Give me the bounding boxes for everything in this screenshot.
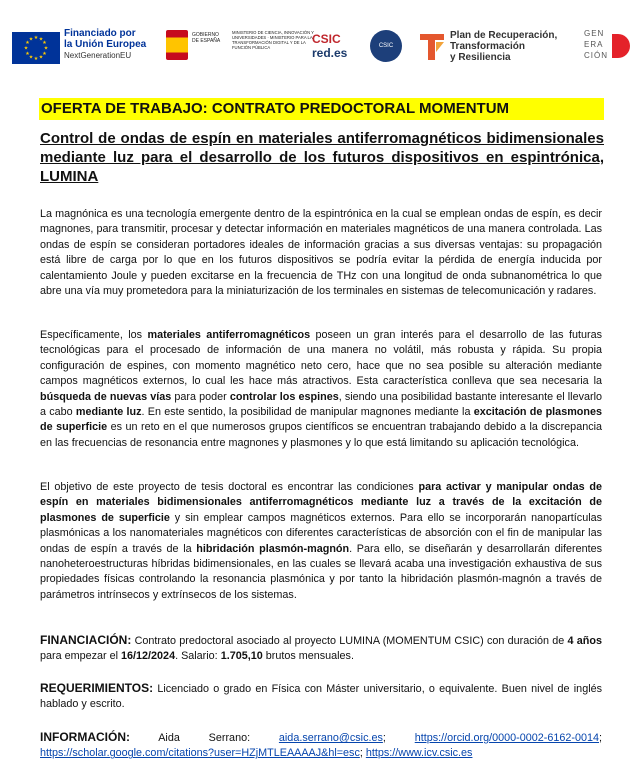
bold-text: búsqueda de nuevas vías	[40, 390, 172, 403]
gen-line3: CIÓN	[584, 51, 608, 60]
paragraph-requerimientos	[40, 681, 602, 713]
text: Contrato predoctoral asociado al proyecto LUMINA (MOMENTUM CSIC) con duración de	[131, 635, 568, 647]
svg-text:★: ★	[25, 40, 30, 46]
generacion-d-icon	[612, 34, 630, 58]
paragraph-objetivo	[40, 480, 602, 603]
header-logos	[12, 28, 632, 72]
gob-line1: GOBIERNO DE ESPAÑA	[192, 32, 221, 44]
text: , siendo una posibilidad bastante interesante el llevarlo a cabo	[40, 390, 602, 419]
paragraph-informacion	[40, 730, 602, 762]
text: brutos mensuales.	[262, 650, 354, 663]
eu-funding-text	[64, 28, 146, 61]
svg-text:★: ★	[28, 36, 34, 43]
svg-text:★: ★	[33, 35, 39, 41]
project-subtitle: Control de ondas de espín en materiales antiferromagnéticos bidimensionales mediante luz para el desarrollo de los futuros dispositivos en espintrónica, LUMINA	[40, 130, 604, 185]
svg-text:★: ★	[38, 54, 44, 61]
salary-value: 1.705,10	[220, 650, 263, 663]
paragraph-financiacion	[40, 633, 602, 665]
eu-flag-logo	[12, 32, 60, 64]
eu-line3: NextGenerationEU	[64, 51, 132, 60]
text: El objetivo de este proyecto de tesis doctoral es encontrar las condiciones	[40, 481, 419, 493]
spain-shield-icon	[166, 30, 188, 60]
eu-line2: la Unión Europea	[64, 39, 147, 50]
paragraph-antiferromagneticos	[40, 328, 602, 451]
email-link[interactable]: aida.serrano@csic.es	[278, 732, 383, 744]
text: para empezar el	[40, 650, 122, 663]
text: . En este sentido, la posibilidad de manipular magnones mediante la	[141, 406, 474, 419]
gen-line1: GEN	[584, 29, 605, 38]
bold-text: excitación de plasmones de superficie	[40, 406, 602, 434]
prtr-line2: Transformación	[450, 41, 526, 52]
svg-text:★: ★	[38, 36, 44, 43]
bold-text: mediante luz	[75, 406, 142, 419]
bold-text: materiales antiferromagnéticos	[147, 329, 311, 341]
gen-line2: ERA	[584, 40, 604, 49]
separator: ;	[359, 747, 366, 760]
requerimientos-label: REQUERIMIENTOS:	[40, 681, 154, 695]
csic-text: CSIC	[312, 32, 341, 46]
svg-text:★: ★	[28, 54, 34, 61]
financiacion-label: FINANCIACIÓN:	[40, 633, 132, 647]
start-date-value: 16/12/2024	[121, 650, 176, 663]
text: es un reto en el que numerosos grupos científicos se encuentran trabajando debido a la discrepancia en las frecuencias de resonancia entre magnones y plasmones y lo que está limitando su aplicación tecnológica.	[40, 421, 602, 449]
eu-line1: Financiado por	[64, 28, 136, 39]
prtr-mark-icon	[416, 30, 448, 62]
generacion-text	[584, 28, 608, 61]
separator: ;	[599, 732, 602, 744]
prtr-line3: y Resiliencia	[450, 52, 511, 63]
text: . Salario:	[175, 650, 221, 663]
text: y sin emplear campos magnéticos externos. Para ello se incorporarán nanopartículas plasmónicas a los nanomateriales magnéticos con diferentes características de absorción con el fin de manipular las ondas de espín a través de la	[40, 511, 602, 555]
prtr-line1: Plan de Recuperación,	[450, 30, 558, 41]
svg-text:★: ★	[33, 56, 39, 62]
bold-text: para activar y manipular ondas de espín en materiales bidimensionales antiferromagnéticos mediante luz a través de la excitación de plasmones de superficie	[40, 481, 602, 524]
svg-text:★: ★	[25, 51, 30, 57]
informacion-label: INFORMACIÓN:	[40, 730, 130, 744]
prtr-text	[450, 30, 580, 63]
text: para poder	[171, 390, 230, 403]
paragraph-magnonica: La magnónica es una tecnología emergente dentro de la espintrónica en la cual se emplean ondas de espín, es decir magnones, para transmitir, procesar y detectar información en materiales magnéticos de una manera controlada. Las ondas de espín se consideran portadores ideales de información gracias a sus diversas ventajas: su propagación está libre de carga por lo que en los futuros dispositivos se podría evitar la pérdida de energía inducida por calentamiento Joule y pueden excitarse en la frecuencia de THz con una longitud de onda subnanométrica lo que abre una vía muy prometedora para la miniaturización de los terminales en sistemas de telecomunicación y radares.	[40, 208, 602, 298]
svg-text:★: ★	[43, 45, 49, 52]
gob-line2: MINISTERIO DE CIENCIA, INNOVACIÓN Y UNIVERSIDADES · MINISTERIO PARA LA TRANSFORMACIÓN DIGITAL Y DE LA FUNCIÓN PÚBLICA	[232, 30, 314, 50]
duration-value: 4 años	[567, 635, 602, 647]
scholar-link[interactable]: https://scholar.google.com/citations?user=HZjMTLEAAAAJ&hl=esc	[40, 747, 360, 760]
text: poseen un gran interés para el desarrollo de las futuras tecnológicas para el procesado de información de una manera no volátil, más robusta y rápida. Su propia configuración de espines, con momento magnético neto cero, hace que no sea posible su alteración mediante campos magnéticos externos, lo cual les hace más atractivos. Esta característica conlleva que sea necesaria la	[40, 329, 603, 388]
text: Específicamente, los	[40, 329, 148, 341]
generacion-logo	[584, 28, 632, 68]
prtr-logo	[416, 28, 576, 68]
text: . Para ello, se diseñarán y desarrollarán diferentes nanoheteroestructuras híbridas bidimensionales, en las cuales se llevará acaba una investigación exhaustiva de sus propiedades físicas controlando la resonancia plasmónica y por tanto la hibridación plasmón-magnón a través de parámetros intrínsecos y extrínsecos de los sistemas.	[40, 542, 602, 601]
svg-text:★: ★	[23, 45, 29, 52]
bold-text: controlar los espines	[229, 390, 339, 403]
csic-logo	[312, 32, 362, 68]
contact-name: Aida Serrano:	[130, 732, 279, 744]
svg-text:★: ★	[42, 51, 47, 57]
redes-text: red.es	[312, 46, 348, 60]
page-title: OFERTA DE TRABAJO: CONTRATO PREDOCTORAL MOMENTUM	[39, 98, 604, 120]
text: Licenciado o grado en Física con Máster universitario, o equivalente. Buen nivel de inglés hablado y escrito.	[40, 683, 602, 711]
separator: ;	[382, 732, 415, 744]
bold-text: hibridación plasmón-magnón	[196, 542, 350, 555]
orcid-link[interactable]: https://orcid.org/0000-0002-6162-0014	[414, 732, 599, 744]
svg-text:★: ★	[42, 40, 47, 46]
csic-circle-logo: CSIC	[370, 30, 402, 62]
gobierno-logo	[166, 28, 316, 68]
website-link[interactable]: https://www.icv.csic.es	[365, 747, 473, 760]
